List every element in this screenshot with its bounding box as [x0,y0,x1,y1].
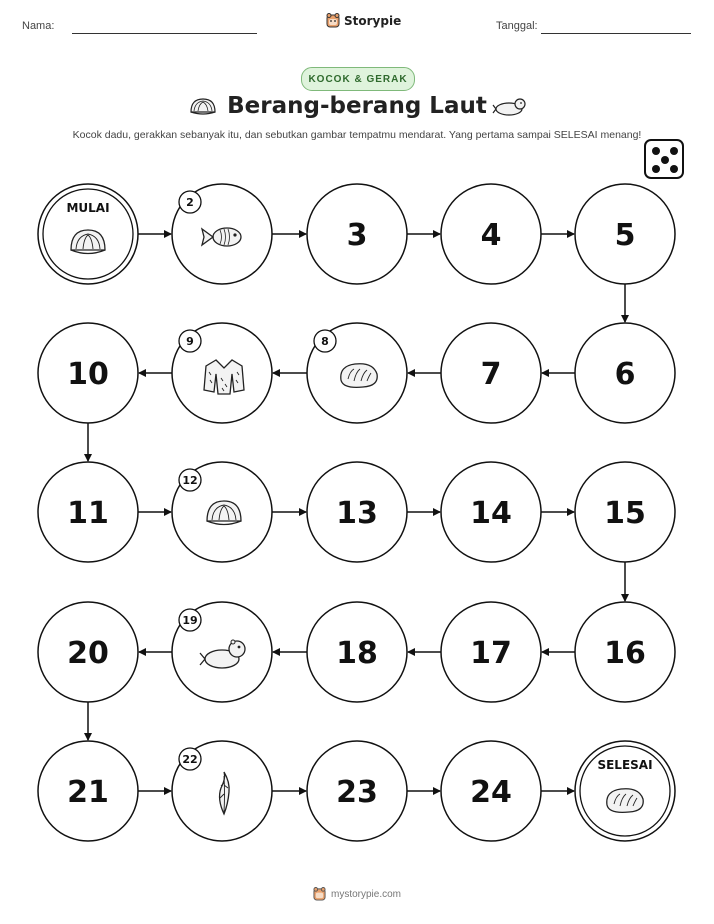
board-space [441,462,541,562]
rock-icon [341,364,377,388]
board-space [575,323,675,423]
board-space [441,184,541,284]
clam-icon [71,230,105,254]
board-space [307,184,407,284]
start-space [38,184,138,284]
space-number: 18 [336,636,378,671]
space-number: 4 [480,218,502,253]
space-number: 14 [470,496,512,531]
finish-space [575,741,675,841]
space-number: 16 [604,636,646,671]
board-space [307,741,407,841]
board-spaces [38,184,675,841]
space-number: 11 [67,496,109,531]
space-number: 15 [604,496,646,531]
clam-icon [207,501,241,525]
space-number: 23 [336,775,378,810]
board-space [38,323,138,423]
board-space [441,602,541,702]
space-number: 24 [470,775,512,810]
footer-site: mystorypie.com [330,888,401,900]
space-number: 10 [67,357,109,392]
space-number: 20 [67,636,109,671]
space-number: 3 [346,218,368,253]
board-space [172,741,272,841]
board-space [172,602,272,702]
brand-name: Storypie [344,13,402,28]
date-label: Tanggal: [496,20,538,32]
space-number: 21 [67,775,109,810]
board-space [172,323,272,423]
space-number-badge: 22 [182,753,198,766]
space-number-badge: 19 [182,614,198,627]
mascot-icon [313,887,326,901]
board-space [575,462,675,562]
instructions: Kocok dadu, gerakkan sebanyak itu, dan sebutkan gambar tempatmu mendarat. Yang pertama sampai SELESAI menang! [72,129,642,141]
space-number-badge: 2 [186,196,194,209]
board-space [38,602,138,702]
activity-badge: KOCOK & GERAK [301,67,415,91]
space-number-badge: 12 [182,474,198,487]
space-number-badge: 8 [321,335,329,348]
board-space [38,741,138,841]
board-space [172,462,272,562]
finish-label: SELESAI [597,758,653,772]
board-space [441,741,541,841]
space-number: 17 [470,636,512,671]
rock-icon [607,789,643,813]
page-title: Berang-berang Laut [227,93,487,119]
space-number: 5 [614,218,636,253]
space-number: 7 [480,357,502,392]
start-label: MULAI [66,201,110,215]
footer [0,887,714,901]
board-space [575,602,675,702]
board-space [307,323,407,423]
space-number-badge: 9 [186,335,194,348]
board-space [307,462,407,562]
board-space [307,602,407,702]
board-space [441,323,541,423]
board-space [575,184,675,284]
space-number: 13 [336,496,378,531]
space-number: 6 [614,357,636,392]
board-space [38,462,138,562]
name-label: Nama: [22,20,55,32]
board-space [172,184,272,284]
